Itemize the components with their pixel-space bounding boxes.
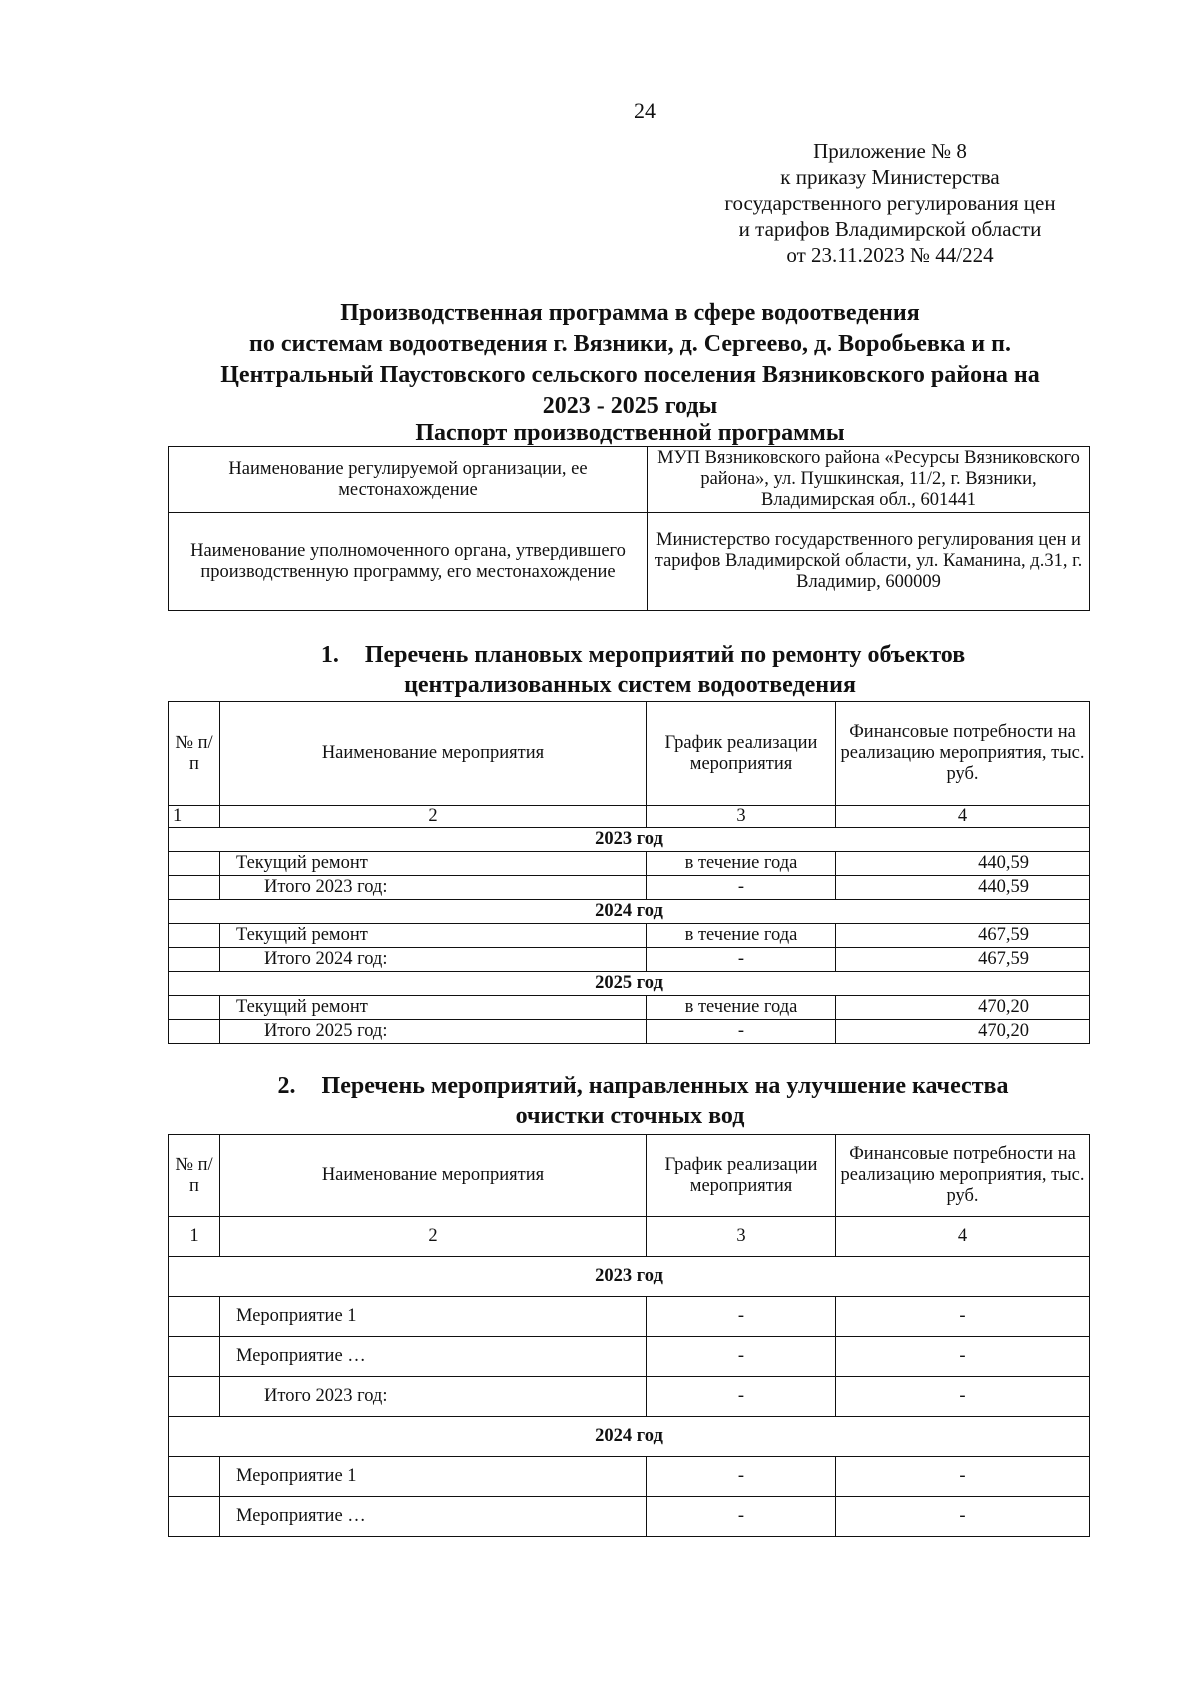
table-header-row — [169, 1135, 1090, 1217]
row-schedule: в течение года — [647, 924, 836, 948]
table-header-row — [169, 702, 1090, 806]
row-amount: 470,20 — [836, 996, 1090, 1020]
header-cell: График реализации мероприятия — [647, 1135, 836, 1217]
row-schedule: - — [647, 948, 836, 972]
column-number: 1 — [169, 1217, 220, 1257]
row-amount: 467,59 — [836, 924, 1090, 948]
table-row — [169, 1297, 1090, 1337]
title-line: 2023 - 2025 годы — [542, 393, 718, 419]
passport-table — [168, 446, 1090, 611]
table-row-total — [169, 876, 1090, 900]
passport-value: Министерство государственного регулирования цен и тарифов Владимирской области, ул. Каманина, д.31, г. Владимир, 600009 — [648, 513, 1090, 611]
title-line: Производственная программа в сфере водоотведения — [340, 300, 920, 326]
column-number: 4 — [836, 1217, 1090, 1257]
appendix-reference — [700, 138, 1080, 268]
year-label: 2023 год — [169, 1257, 1090, 1297]
year-label: 2025 год — [169, 972, 1090, 996]
section1-table — [168, 701, 1090, 1044]
header-cell: Финансовые потребности на реализацию мероприятия, тыс. руб. — [836, 702, 1090, 806]
title-line: Центральный Паустовского сельского поселения Вязниковского района на — [220, 362, 1040, 388]
document-title — [160, 298, 1100, 422]
table-row — [169, 996, 1090, 1020]
row-schedule: - — [647, 1377, 836, 1417]
header-cell: Финансовые потребности на реализацию мероприятия, тыс. руб. — [836, 1135, 1090, 1217]
row-number — [169, 852, 220, 876]
row-name: Итого 2023 год: — [220, 876, 647, 900]
row-schedule: - — [647, 1497, 836, 1537]
section2-title-line2: очистки сточных вод — [515, 1103, 745, 1129]
row-amount: 467,59 — [836, 948, 1090, 972]
row-number — [169, 1457, 220, 1497]
row-schedule: в течение года — [647, 996, 836, 1020]
header-cell: Наименование мероприятия — [220, 1135, 647, 1217]
passport-title: Паспорт производственной программы — [415, 420, 845, 446]
section1-number: 1. — [320, 642, 339, 668]
table-row — [169, 852, 1090, 876]
table-row — [169, 1457, 1090, 1497]
row-name: Итого 2023 год: — [220, 1377, 647, 1417]
passport-label: Наименование уполномоченного органа, утвердившего производственную программу, его местонахождение — [169, 513, 648, 611]
section1-heading — [160, 640, 1100, 700]
row-number — [169, 876, 220, 900]
year-label: 2024 год — [169, 900, 1090, 924]
year-row — [169, 972, 1090, 996]
row-schedule: - — [647, 1297, 836, 1337]
row-schedule: в течение года — [647, 852, 836, 876]
row-schedule: - — [647, 876, 836, 900]
appendix-line: от 23.11.2023 № 44/224 — [786, 243, 994, 267]
row-number — [169, 996, 220, 1020]
passport-label: Наименование регулируемой организации, ее местонахождение — [169, 447, 648, 513]
page-number: 24 — [634, 98, 656, 123]
section1-title-line2: централизованных систем водоотведения — [404, 672, 856, 698]
section1-title-line1: Перечень плановых мероприятий по ремонту объектов — [364, 642, 966, 668]
column-number: 3 — [647, 806, 836, 828]
table-row-total — [169, 948, 1090, 972]
row-name: Итого 2025 год: — [220, 1020, 647, 1044]
year-label: 2023 год — [169, 828, 1090, 852]
column-number: 1 — [169, 806, 220, 828]
column-number-row — [169, 1217, 1090, 1257]
passport-row — [169, 447, 1090, 513]
row-amount: - — [836, 1297, 1090, 1337]
title-line: по системам водоотведения г. Вязники, д. Сергеево, д. Воробьевка и п. — [249, 331, 1011, 357]
row-name: Мероприятие … — [220, 1337, 647, 1377]
row-name: Текущий ремонт — [220, 996, 647, 1020]
column-number: 2 — [220, 1217, 647, 1257]
row-name: Текущий ремонт — [220, 852, 647, 876]
column-number-row — [169, 806, 1090, 828]
table-row — [169, 1497, 1090, 1537]
column-number: 3 — [647, 1217, 836, 1257]
section2-title-line1: Перечень мероприятий, направленных на улучшение качества — [321, 1073, 1009, 1099]
row-name: Мероприятие … — [220, 1497, 647, 1537]
row-schedule: - — [647, 1020, 836, 1044]
row-name: Мероприятие 1 — [220, 1457, 647, 1497]
row-number — [169, 1297, 220, 1337]
year-row — [169, 900, 1090, 924]
column-number: 4 — [836, 806, 1090, 828]
row-amount: 440,59 — [836, 852, 1090, 876]
row-amount: - — [836, 1497, 1090, 1537]
appendix-line: и тарифов Владимирской области — [738, 217, 1042, 241]
column-number: 2 — [220, 806, 647, 828]
row-amount: - — [836, 1337, 1090, 1377]
row-name: Мероприятие 1 — [220, 1297, 647, 1337]
table-row — [169, 924, 1090, 948]
appendix-line: к приказу Министерства — [780, 165, 1000, 189]
section2-number: 2. — [277, 1073, 296, 1099]
year-label: 2024 год — [169, 1417, 1090, 1457]
table-row-total — [169, 1020, 1090, 1044]
passport-row — [169, 513, 1090, 611]
row-number — [169, 924, 220, 948]
year-row — [169, 1257, 1090, 1297]
row-amount: - — [836, 1457, 1090, 1497]
header-cell: № п/п — [169, 1135, 220, 1217]
table-row-total — [169, 1377, 1090, 1417]
row-amount: - — [836, 1377, 1090, 1417]
row-number — [169, 1020, 220, 1044]
table-row — [169, 1337, 1090, 1377]
header-cell: График реализации мероприятия — [647, 702, 836, 806]
row-number — [169, 1337, 220, 1377]
year-row — [169, 1417, 1090, 1457]
appendix-line: Приложение № 8 — [813, 139, 967, 163]
header-cell: № п/п — [169, 702, 220, 806]
row-name: Итого 2024 год: — [220, 948, 647, 972]
row-schedule: - — [647, 1337, 836, 1377]
section2-heading — [160, 1071, 1100, 1131]
row-schedule: - — [647, 1457, 836, 1497]
row-amount: 470,20 — [836, 1020, 1090, 1044]
section2-table — [168, 1134, 1090, 1537]
header-cell: Наименование мероприятия — [220, 702, 647, 806]
appendix-line: государственного регулирования цен — [724, 191, 1056, 215]
passport-value: МУП Вязниковского района «Ресурсы Вязниковского района», ул. Пушкинская, 11/2, г. Вязники, Владимирская обл., 601441 — [648, 447, 1090, 513]
year-row — [169, 828, 1090, 852]
row-number — [169, 1497, 220, 1537]
row-number — [169, 948, 220, 972]
row-name: Текущий ремонт — [220, 924, 647, 948]
row-amount: 440,59 — [836, 876, 1090, 900]
row-number — [169, 1377, 220, 1417]
